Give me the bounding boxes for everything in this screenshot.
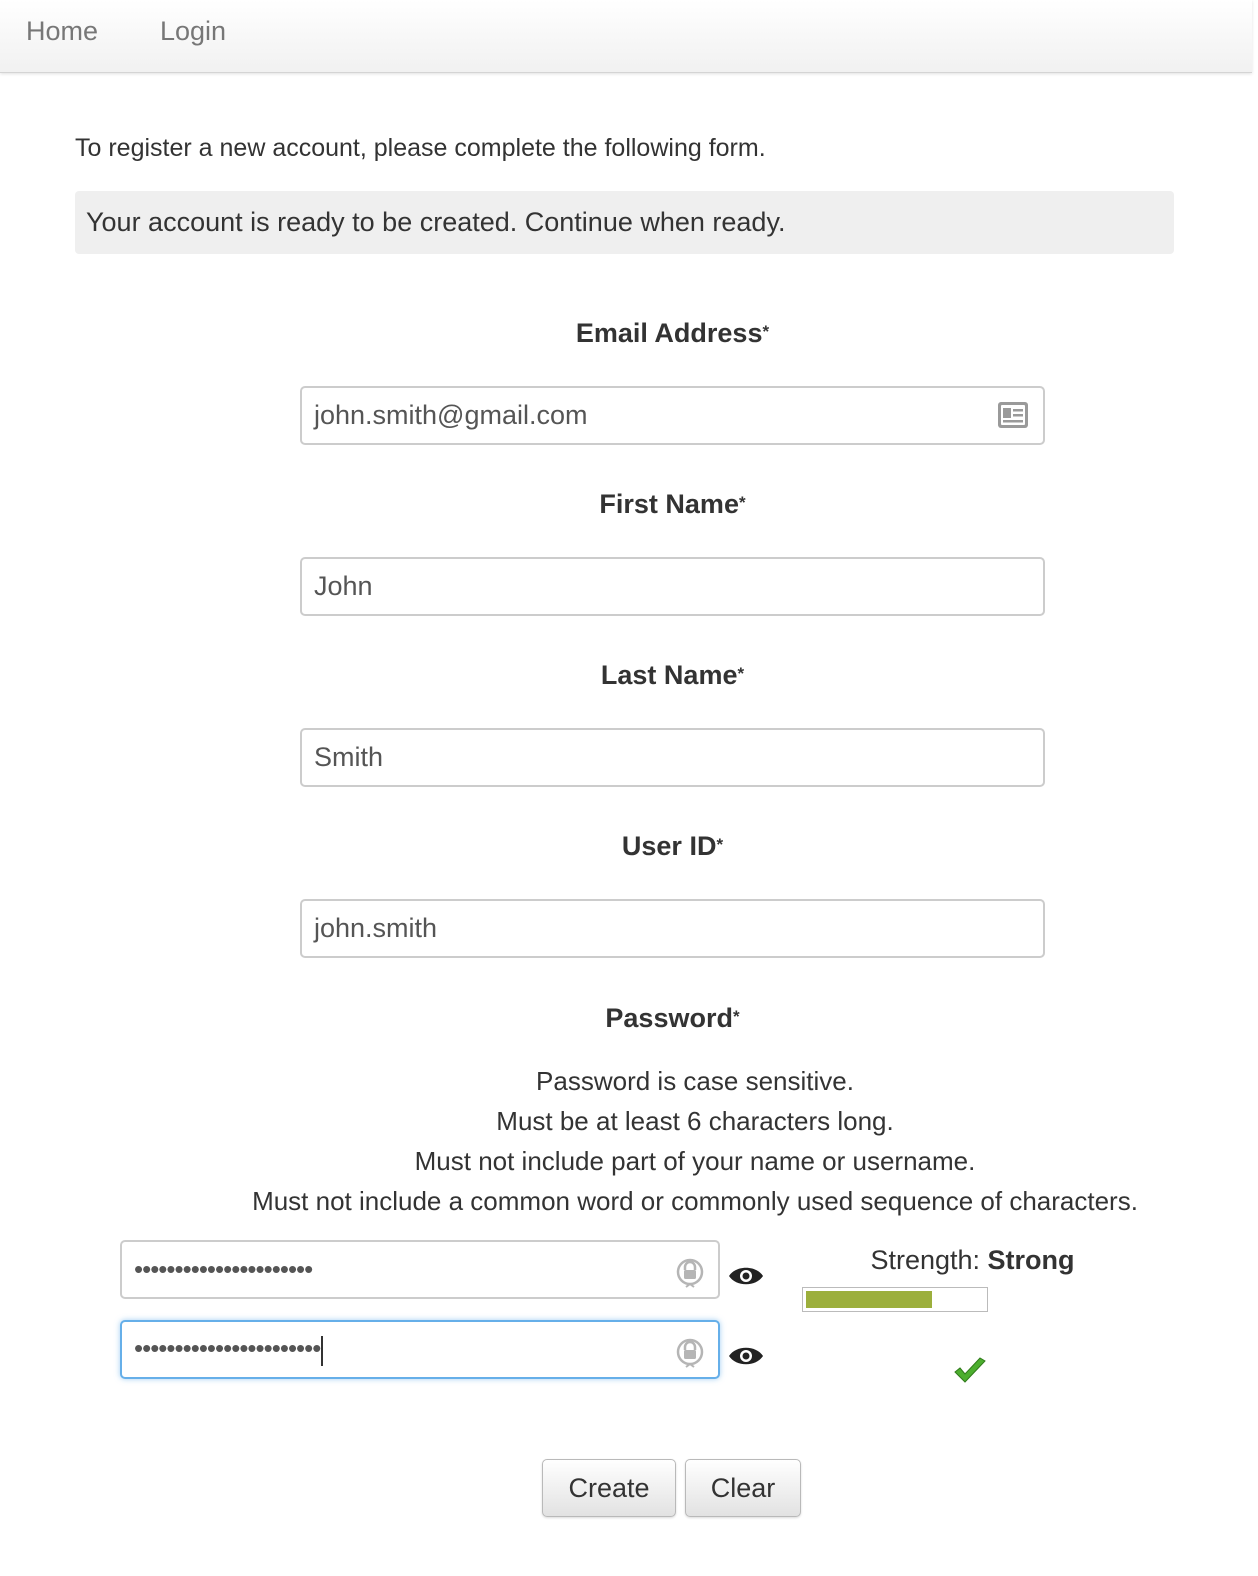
password-label: Password* [605,1003,740,1033]
first-name-field[interactable] [300,557,1045,616]
show-password-eye-icon[interactable] [728,1263,764,1294]
password-rule: Must be at least 6 characters long. [496,1106,894,1136]
last-name-label: Last Name* [600,660,745,690]
user-id-label: User ID* [621,831,724,861]
lock-icon [676,1256,704,1295]
password-strength [800,1245,1145,1276]
required-marker: * [762,322,770,341]
status-alert-text: Your account is ready to be created. Continue when ready. [86,207,786,237]
required-marker: * [738,493,746,512]
password-input[interactable] [120,1240,720,1299]
email-field[interactable] [300,386,1045,445]
required-marker: * [737,664,745,683]
confirm-password-masked-value: ••••••••••••••••••••••• [134,1333,706,1365]
contact-card-icon [997,401,1029,436]
nav-login-link[interactable]: Login [160,16,227,46]
intro-text: To register a new account, please complete the following form. [75,134,766,162]
lock-icon [676,1336,704,1375]
status-alert [75,191,1174,254]
last-name-field[interactable] [300,728,1045,787]
password-rule: Password is case sensitive. [536,1066,854,1096]
email-label: Email Address* [575,318,770,348]
required-marker: * [716,835,724,854]
strength-value: Strong [987,1245,1075,1275]
email-value: john.smith@gmail.com [314,400,588,430]
user-id-value: john.smith [314,913,438,943]
create-button[interactable]: Create [542,1459,676,1517]
confirm-password-input[interactable] [120,1320,720,1379]
green-check-icon [953,1357,987,1390]
password-masked-value: •••••••••••••••••••••• [134,1254,313,1284]
user-id-field[interactable] [300,899,1045,958]
strength-meter-fill [806,1291,932,1308]
text-caret [321,1336,323,1366]
clear-button[interactable]: Clear [685,1459,801,1517]
first-name-label: First Name* [599,489,746,519]
strength-label: Strength: [870,1245,981,1275]
required-marker: * [732,1007,740,1026]
password-rule: Must not include part of your name or username. [414,1146,976,1176]
password-rules [200,1061,1190,1221]
last-name-value: Smith [314,742,384,772]
show-confirm-password-eye-icon[interactable] [728,1343,764,1374]
first-name-value: John [314,571,373,601]
navbar [0,0,1252,73]
password-rule: Must not include a common word or commonly used sequence of characters. [252,1186,1138,1216]
nav-home-link[interactable]: Home [26,16,99,46]
strength-meter [802,1287,988,1312]
